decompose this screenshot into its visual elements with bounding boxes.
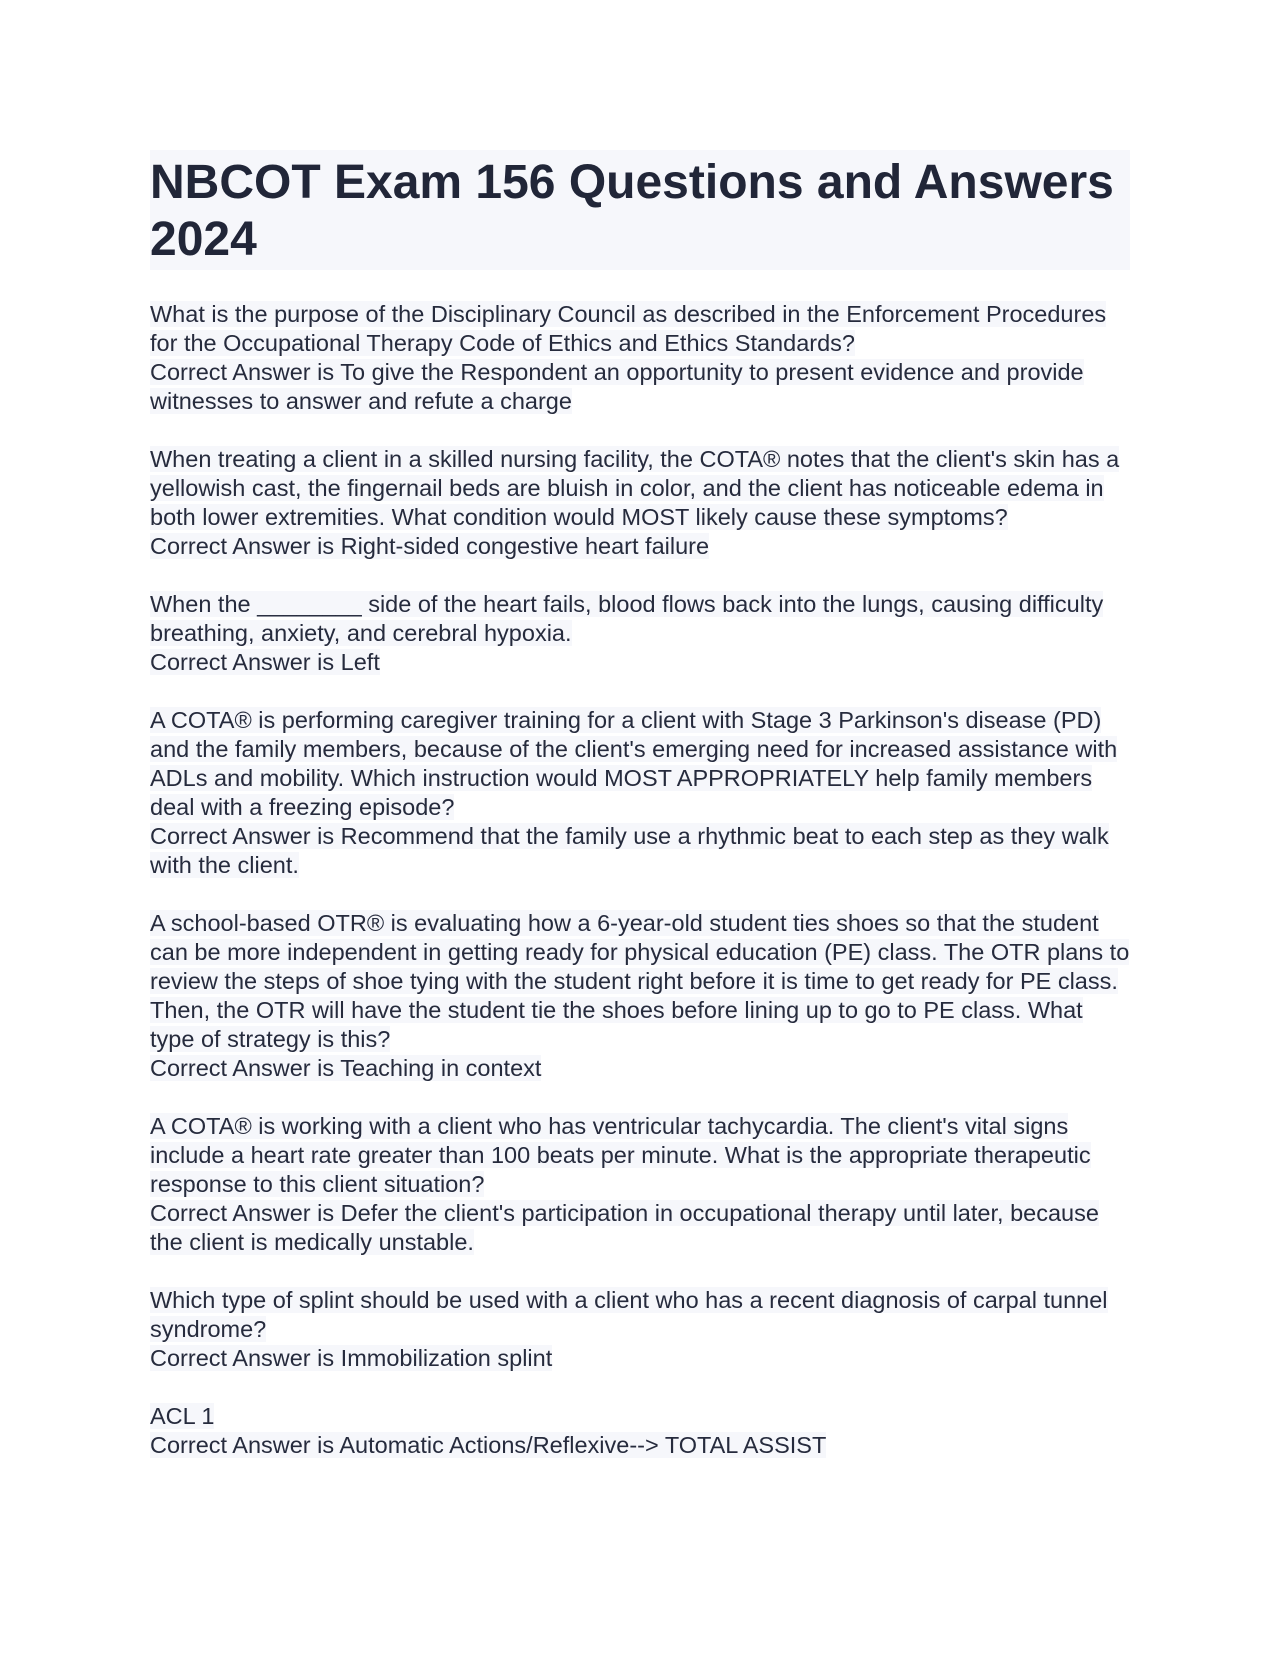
document-title: NBCOT Exam 156 Questions and Answers 2024 bbox=[150, 150, 1130, 270]
answer-text: Automatic Actions/Reflexive--> TOTAL ASSIST bbox=[339, 1432, 827, 1458]
answer-line bbox=[150, 358, 1130, 416]
question-text: When treating a client in a skilled nursing facility, the COTA® notes that the client's skin has a yellowish cast, the fingernail beds are bluish in color, and the client has noticeable edema in both lower extremities. What condition would MOST likely cause these symptoms? bbox=[150, 446, 1120, 530]
qa-list bbox=[150, 300, 1130, 1460]
answer-prefix: Correct Answer is bbox=[150, 1432, 340, 1458]
question-text: Which type of splint should be used with a client who has a recent diagnosis of carpal tunnel syndrome? bbox=[150, 1287, 1108, 1342]
answer-line bbox=[150, 532, 1130, 561]
question-text: A COTA® is working with a client who has ventricular tachycardia. The client's vital signs include a heart rate greater than 100 beats per minute. What is the appropriate therapeutic response to this client situation? bbox=[150, 1113, 1091, 1197]
answer-line bbox=[150, 822, 1130, 880]
answer-line bbox=[150, 1054, 1130, 1083]
qa-item bbox=[150, 1402, 1130, 1460]
answer-prefix: Correct Answer is bbox=[150, 1345, 341, 1371]
answer-prefix: Correct Answer is bbox=[150, 1200, 341, 1226]
answer-text: Immobilization splint bbox=[340, 1345, 553, 1371]
qa-item bbox=[150, 1286, 1130, 1373]
question-text: What is the purpose of the Disciplinary Council as described in the Enforcement Procedures for the Occupational Therapy Code of Ethics and Ethics Standards? bbox=[150, 301, 1107, 356]
answer-line bbox=[150, 1344, 1130, 1373]
question-text: A COTA® is performing caregiver training for a client with Stage 3 Parkinson's disease (PD) and the family members, because of the client's emerging need for increased assistance with ADLs and mobility. Which instruction would MOST APPROPRIATELY help family members deal with a freezing episode? bbox=[150, 707, 1118, 820]
answer-text: Defer the client's participation in occupational therapy until later, because the client is medically unstable. bbox=[150, 1200, 1099, 1255]
answer-text: Teaching in context bbox=[340, 1055, 542, 1081]
answer-line bbox=[150, 1199, 1130, 1257]
answer-prefix: Correct Answer is bbox=[150, 649, 341, 675]
answer-prefix: Correct Answer is bbox=[150, 359, 341, 385]
question-text: A school-based OTR® is evaluating how a 6-year-old student ties shoes so that the student can be more independent in getting ready for physical education (PE) class. The OTR plans to review the steps of shoe tying with the student right before it is time to get ready for PE class. Then, the OTR will have the student tie the shoes before lining up to go to PE class. What type of strategy is this? bbox=[150, 910, 1130, 1052]
qa-item bbox=[150, 909, 1130, 1083]
question-text: When the ________ side of the heart fails, blood flows back into the lungs, causing difficulty breathing, anxiety, and cerebral hypoxia. bbox=[150, 591, 1104, 646]
question-text: ACL 1 bbox=[150, 1403, 215, 1429]
answer-text: Left bbox=[340, 649, 380, 675]
qa-item bbox=[150, 300, 1130, 416]
answer-text: To give the Respondent an opportunity to present evidence and provide witnesses to answer and refute a charge bbox=[150, 359, 1084, 414]
qa-item bbox=[150, 706, 1130, 880]
answer-prefix: Correct Answer is bbox=[150, 823, 341, 849]
answer-prefix: Correct Answer is bbox=[150, 533, 341, 559]
answer-line bbox=[150, 648, 1130, 677]
document-page bbox=[150, 150, 1130, 1489]
answer-text: Recommend that the family use a rhythmic beat to each step as they walk with the client. bbox=[150, 823, 1109, 878]
qa-item bbox=[150, 1112, 1130, 1257]
answer-text: Right-sided congestive heart failure bbox=[340, 533, 710, 559]
answer-prefix: Correct Answer is bbox=[150, 1055, 341, 1081]
qa-item bbox=[150, 445, 1130, 561]
answer-line bbox=[150, 1431, 1130, 1460]
qa-item bbox=[150, 590, 1130, 677]
